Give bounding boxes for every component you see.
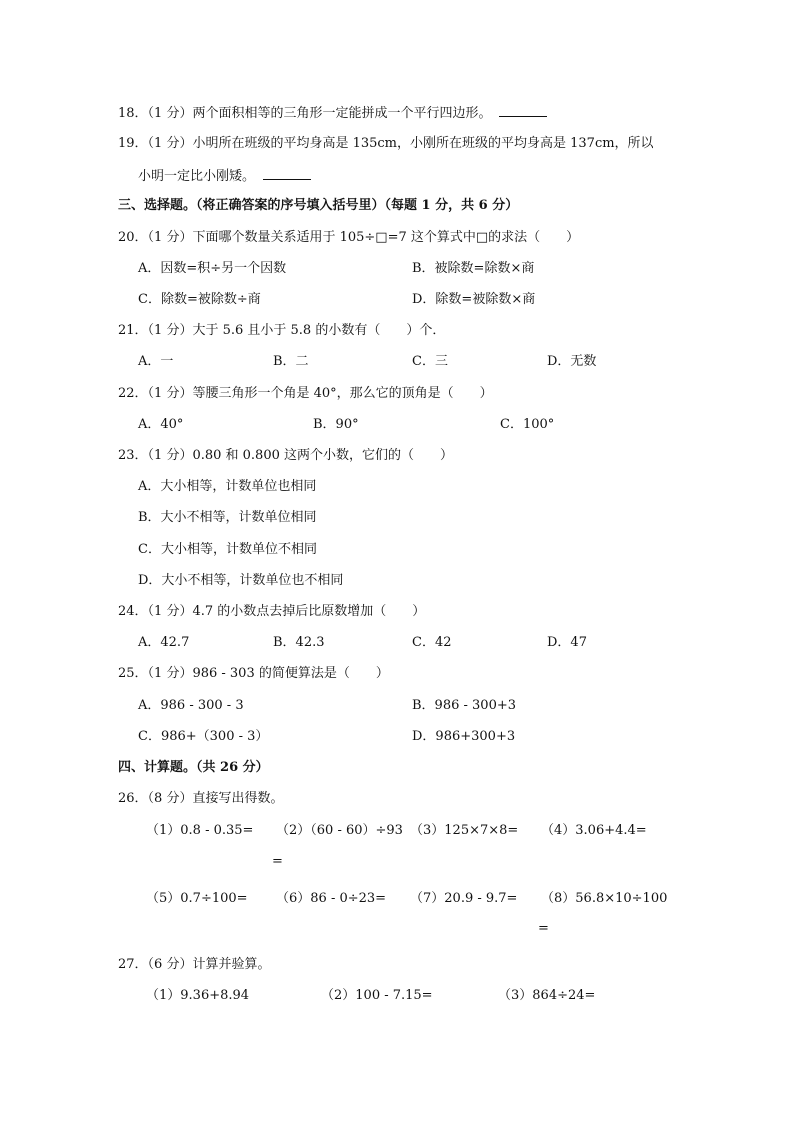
- question-19: [138, 167, 311, 185]
- option-a[interactable]: A．大小相等，计数单位也相同: [138, 479, 317, 494]
- question-25-text: 25．（1 分）986 - 303 的简便算法是（ ）: [118, 666, 389, 681]
- question-23-text: 23．（1 分）0.80 和 0.800 这两个小数，它们的（ ）: [118, 448, 454, 463]
- calc-item-3: （3）125×7×8=: [410, 823, 519, 838]
- option-a[interactable]: A．40°: [138, 417, 184, 432]
- calc-verify-1: （1）9.36+8.94: [146, 988, 250, 1003]
- option-b[interactable]: B．42.3: [273, 635, 325, 650]
- section-3-title: 三、选择题。（将正确答案的序号填入括号里）（每题 1 分，共 6 分）: [118, 198, 519, 213]
- option-a[interactable]: A．42.7: [138, 635, 190, 650]
- answer-blank[interactable]: [263, 167, 311, 180]
- calc-item-6: （6）86 - 0÷23=: [276, 891, 387, 906]
- option-c[interactable]: C．除数=被除数÷商: [138, 292, 261, 307]
- option-c[interactable]: C．大小相等，计数单位不相同: [138, 542, 317, 557]
- option-b[interactable]: B．二: [273, 354, 309, 369]
- option-a[interactable]: A．一: [138, 354, 174, 369]
- question-19-line2: 小明一定比小刚矮。: [138, 169, 256, 184]
- calc-item-8: （8）56.8×10÷100: [541, 891, 668, 906]
- answer-blank[interactable]: [499, 104, 547, 117]
- calc-item-1: （1）0.8 - 0.35=: [146, 823, 254, 838]
- question-20-text: 20．（1 分）下面哪个数量关系适用于 105÷□=7 这个算式中□的求法（ ）: [118, 230, 580, 245]
- calc-item-5: （5）0.7÷100=: [146, 891, 248, 906]
- question-27-text: 27．（6 分）计算并验算。: [118, 957, 271, 972]
- option-c[interactable]: C．42: [412, 635, 452, 650]
- calc-verify-3: （3）864÷24=: [498, 988, 596, 1003]
- option-a[interactable]: A．因数=积÷另一个因数: [138, 261, 287, 276]
- calc-item-2: （2）（60 - 60）÷93: [276, 823, 403, 838]
- option-c[interactable]: C．986+（300 - 3）: [138, 729, 269, 744]
- calc-item-4: （4）3.06+4.4=: [541, 823, 647, 838]
- option-c[interactable]: C．100°: [500, 417, 555, 432]
- question-19-line1: 19．（1 分）小明所在班级的平均身高是 135cm，小刚所在班级的平均身高是 137cm，所以: [118, 136, 654, 151]
- option-b[interactable]: B．被除数=除数×商: [412, 261, 535, 276]
- question-24-text: 24．（1 分）4.7 的小数点去掉后比原数增加（ ）: [118, 604, 426, 619]
- section-4-title: 四、计算题。（共 26 分）: [118, 760, 269, 775]
- option-c[interactable]: C．三: [412, 354, 448, 369]
- option-d[interactable]: D．无数: [547, 354, 597, 369]
- calc-verify-2: （2）100 - 7.15=: [321, 988, 433, 1003]
- option-d[interactable]: D．986+300+3: [412, 729, 516, 744]
- option-d[interactable]: D．大小不相等，计数单位也不相同: [138, 573, 344, 588]
- question-22-text: 22．（1 分）等腰三角形一个角是 40°，那么它的顶角是（ ）: [118, 386, 493, 401]
- option-b[interactable]: B．986 - 300+3: [412, 698, 517, 713]
- question-21-text: 21．（1 分）大于 5.6 且小于 5.8 的小数有（ ）个．: [118, 323, 446, 338]
- option-b[interactable]: B．90°: [313, 417, 359, 432]
- calc-item-2-equals: =: [272, 854, 283, 869]
- question-18-text: 18．（1 分）两个面积相等的三角形一定能拼成一个平行四边形。: [118, 106, 492, 121]
- option-b[interactable]: B．大小不相等，计数单位相同: [138, 510, 317, 525]
- option-d[interactable]: D．47: [547, 635, 587, 650]
- question-18: [118, 104, 547, 122]
- option-a[interactable]: A．986 - 300 - 3: [138, 698, 244, 713]
- calc-item-7: （7）20.9 - 9.7=: [410, 891, 518, 906]
- calc-item-8-equals: =: [538, 921, 549, 936]
- option-d[interactable]: D．除数=被除数×商: [412, 292, 536, 307]
- question-26-text: 26．（8 分）直接写出得数。: [118, 791, 284, 806]
